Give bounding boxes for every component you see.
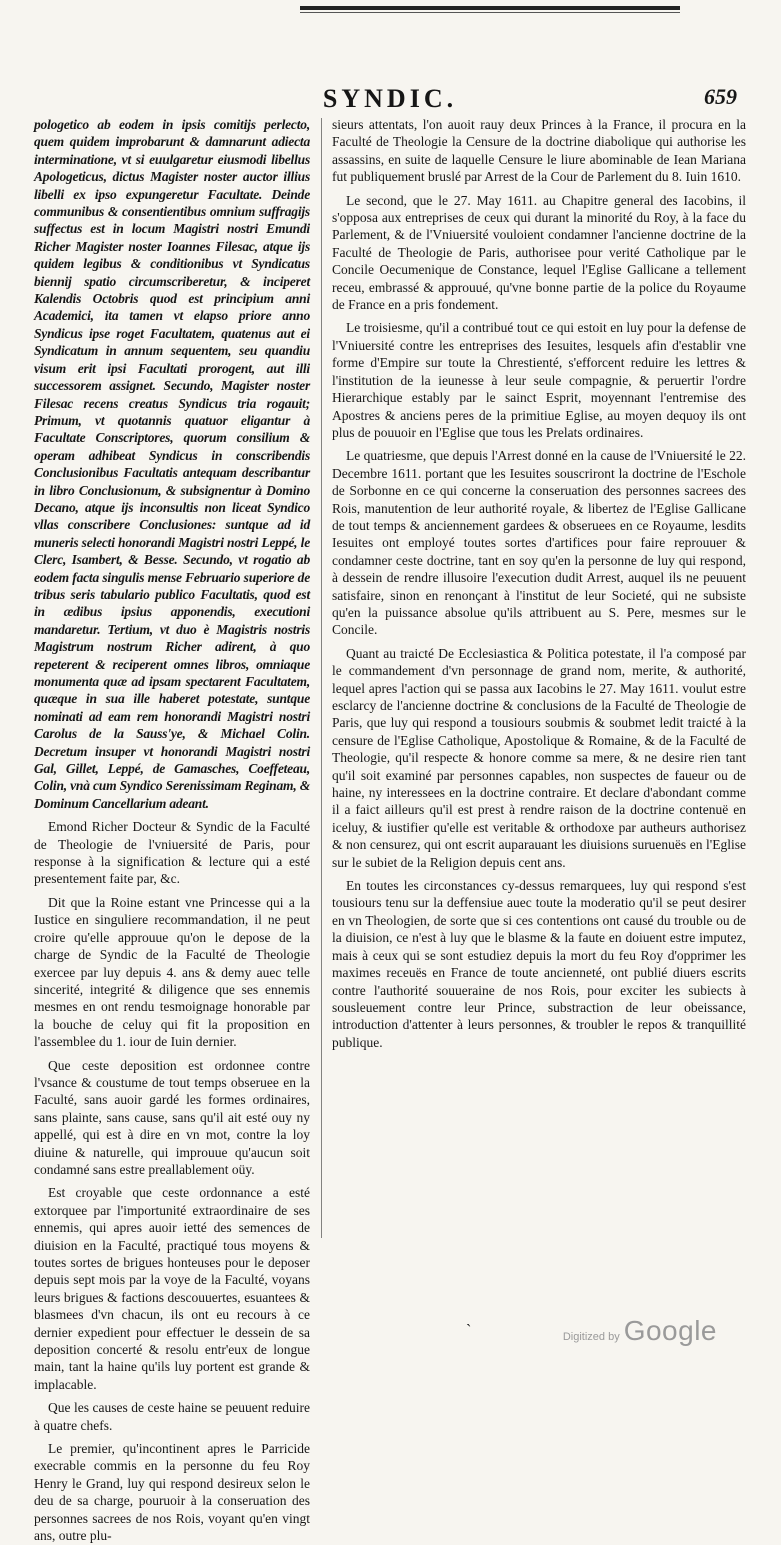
left-paragraph: Emond Richer Docteur & Syndic de la Faculté de Theologie de l'vniuersité de Paris, pour response à la signification & lecture qui a esté presentement faite par, &c. [34, 819, 310, 887]
page-number: 659 [704, 84, 737, 109]
google-logo: Google [623, 1315, 717, 1346]
right-paragraph: Le quatriesme, que depuis l'Arrest donné en la cause de l'Vniuersité le 22. Decembre 1611. portant que les Iesuites souscriront la doctrine de l'Eschole de Sorbonne en ce qui concerne la conseruation des personnes sacrees des Rois, manutention de leur authorité royale, & libertez de l'Eglise Gallicane de tout temps & anciennement gardees & obseruees en ce Royaume, lesdits Iesuites ont employé toutes sortes d'artifices pour faire reprouuer & condamner ceste doctrine, tant en soy qu'en la personne de luy qui respond, à dessein de rendre illusoire l'execution dudit Arrest, auquel ils ne peuuent satisfaire, sinon en renonçant à l'institut de leur Societé, qui ne subsiste qu'en la puissance absolue qu'ils attribuent au S. Pere, mesmes sur le Concile. [332, 448, 746, 638]
right-paragraph: sieurs attentats, l'on auoit rauy deux Princes à la France, il procura en la Faculté de Theologie la Censure de la doctrine diabolique qui authorise les assassins, en suite de laquelle Censure le liure abominable de Iean Mariana fut publiquement bruslé par Arrest de la Cour de Parlement du 8. Iuin 1610. [332, 117, 746, 185]
left-paragraph: Que les causes de ceste haine se peuuent reduire à quatre chefs. [34, 1400, 310, 1433]
right-paragraph: Le troisiesme, qu'il a contribué tout ce qui estoit en luy pour la defense de l'Vniuersité contre les entreprises des Iesuites, lesquels afin d'establir vne forme d'Empire sur toute la Chrestienté, s'efforcent reduire les lettres & l'institution de la ieunesse à leur seule compagnie, & peruertir l'ordre Hierarchique estably par le sainct Esprit, moyennant l'entremise des Apostres & anciens peres de la primitiue Eglise, au moyen dequoy ils ont plus de pouuoir en l'Eglise que tous les Prelats ordinaires. [332, 320, 746, 440]
running-head-title: SYNDIC. [322, 84, 458, 113]
column-divider [321, 118, 322, 1238]
right-paragraph: Quant au traicté De Ecclesiastica & Politica potestate, il l'a composé par le commandement d'vn personnage de grand nom, merite, & authorité, lequel apres l'action qui se passa aux Iacobins le 27. May 1611. voulut estre esclarcy de l'ancienne doctrine & conclusions de la Faculté de Theologie de Paris, que luy qui respond a tousiours soubmis & soubmet ledit traicté à la censure de l'Eglise Catholique, Apostolique & Romaine, & de la Faculté de Theologie, qu'il respecte & honore comme sa mere, & ne desire rien tant qu'il soit examiné par personnes capables, non suspectes de faueur ou de haine, ny interessees en la doctrine contraire. Et declare d'abondant comme il a faict ailleurs qu'il est prest à rendre raison de la doctrine contenuë en iceluy, & iustifier qu'elle est veritable & orthodoxe par autheurs authorisez & non censurez, qui ont escrit auparauant les diuisions suruenuës en l'Eglise sur le subiet de la Religion depuis cent ans. [332, 645, 746, 870]
print-mark: ` [466, 1322, 472, 1339]
right-paragraph: En toutes les circonstances cy-dessus remarquees, luy qui respond s'est tousiours tenu sur la deffensiue auec toute la moderatio qu'il se peut desirer en vn Theologien, de sorte que si ces contentions ont causé du trouble ou de la diuision, ce n'est à luy que le blasme & la faute en doiuent estre imputez, mais à ceux qui se sont estudiez depuis la mort du feu Roy d'opprimer les maximes receuës en France de toute ancienneté, ont publié diuers escrits contre l'authorité souueraine de nos Rois, pour exciter les subiects à sousleuement contre leur Prince, substraction de leur obeissance, introduction d'attenter à leurs personnes, & troubler le repos & tranquillité publique. [332, 878, 746, 1050]
left-column [34, 116, 310, 1544]
top-border-rule [300, 6, 680, 10]
right-column [332, 116, 746, 1246]
right-paragraph: Le second, que le 27. May 1611. au Chapitre general des Iacobins, il s'opposa aux entreprises de ceux qui durant la minorité du Roy, à la face du Parlement, & de l'Vniuersité vouloient condamner l'ancienne doctrine de la Faculté de Theologie de Paris, authorisee pour verité Catholique par le Concile Oecumenique de Constance, lequel l'Eglise Gallicane a tellement receu, embrassé & approuué, qu'vne bonne partie de la police du Royaume de France en a pris fondement. [332, 192, 746, 313]
top-border-rule-thin [300, 12, 680, 13]
latin-decree-paragraph: pologetico ab eodem in ipsis comitijs perlecto, quem quidem improbarunt & damnarunt adiecta interminatione, vt si euulgaretur eiusmodi libellus Apologeticus, dictus Magister noster auctor illius libelli ex ipso expungeretur Facultate. Deinde communibus & consentientibus omnium suffragijs suffectus est in locum Magistri nostri Emundi Richer Magister noster Ioannes Filesac, atque ijs quidem legibus & conditionibus vt Syndicatus biennij spatio circumscriberetur, & inciperet Kalendis Octobris quod est principium anni Academici, ita tamen vt elapso priore anno Syndicus ipse roget Facultatem, quatenus aut ei Syndicatum in annum sequentem, seu quandiu visum erit ipsi Facultati prorogent, aut illi successorem assignet. Secundo, Magister noster Filesac recens creatus Syndicus tria rogauit; Primum, vt quotannis quatuor eligantur à Facultate Conscriptores, quorum consilium & operam adhibeat Syndicus in conscribendis Conclusionibus Facultatis antequam describantur in libro Conclusionum, & subsignentur à Domino Decano, atque ijs inconsultis non liceat Syndico vllas conscribere Conclusiones: suntque ad id muneris selecti honorandi Magistri nostri Leppé, le Clerc, Isambert, & Besse. Secundo, vt rogatio ab eodem facta singulis mense Februario superiore de tribus seris tabulario publico Facultatis, quod est in ædibus ipsius apponendis, executioni mandaretur. Tertium, vt duo è Magistris nostris Magistrum nostrum Richer adirent, à quo repeterent & reciperent omnes libros, omniaque monumenta quæ ad ipsam spectarent Facultatem, quæque in sua ille haberet potestate, suntque nominati ad eam rem honorandi Magistri nostri Carolus de la Sauss'ye, & Michael Colin. Decretum insuper vt honorandi Magistri nostri Gal, Gillet, Leppé, de Gamasches, Coeffeteau, Colin, vnà cum Syndico Serenissimam Reginam, & Dominum Cancellarium adeant. [34, 117, 310, 811]
left-paragraph: Dit que la Roine estant vne Princesse qui a la Iustice en singuliere recommandation, il ne peut croire qu'elle approuue qu'on le depose de la charge de Syndic de la Faculté de Theologie exercee par luy depuis 4. ans & demy auec telle sincerité, integrité & diligence que ses ennemis mesmes en ont rendu tesmoignage honorable par la bouche de celuy qui fit la proposition en l'assemblee du 1. iour de Iuin dernier. [34, 894, 310, 1050]
left-paragraph: Que ceste deposition est ordonnee contre l'vsance & coustume de tout temps obseruee en la Faculté, sans auoir gardé les formes ordinaires, sans plainte, sans cause, sans qu'il ait esté ouy ny appellé, qui est à dire en vn mot, contre la loy diuine & naturelle, qui improuue qu'aucun soit condamné sans estre preallablement oüy. [34, 1057, 310, 1177]
digitized-by-label: Digitized by [562, 1331, 620, 1343]
digitization-watermark [563, 1315, 717, 1347]
left-paragraph: Le premier, qu'incontinent apres le Parricide execrable commis en la personne du feu Roy Henry le Grand, luy qui respond desireux selon le deu de sa charge, pouruoir à la conseruation des personnes sacrees de nos Rois, voyant qu'en vingt ans, outre plu- [34, 1441, 310, 1544]
left-paragraph: Est croyable que ceste ordonnance a esté extorquee par l'importunité extraordinaire de ses ennemis, qui apres auoir ietté des semences de diuision en la Faculté, practiqué tous moyens & toutes sortes de brigues honteuses pour le deposer depuis sept mois par la voye de la Faculté, voyans leurs brigues & factions descouuertes, esuantees & blasmees d'vn chacun, ils ont eu recours à ce dernier expedient pour effectuer le dessein de sa deposition concerté & resolu entr'eux de longue main, tant la haine qu'ils luy portent est grande & implacable. [34, 1185, 310, 1392]
